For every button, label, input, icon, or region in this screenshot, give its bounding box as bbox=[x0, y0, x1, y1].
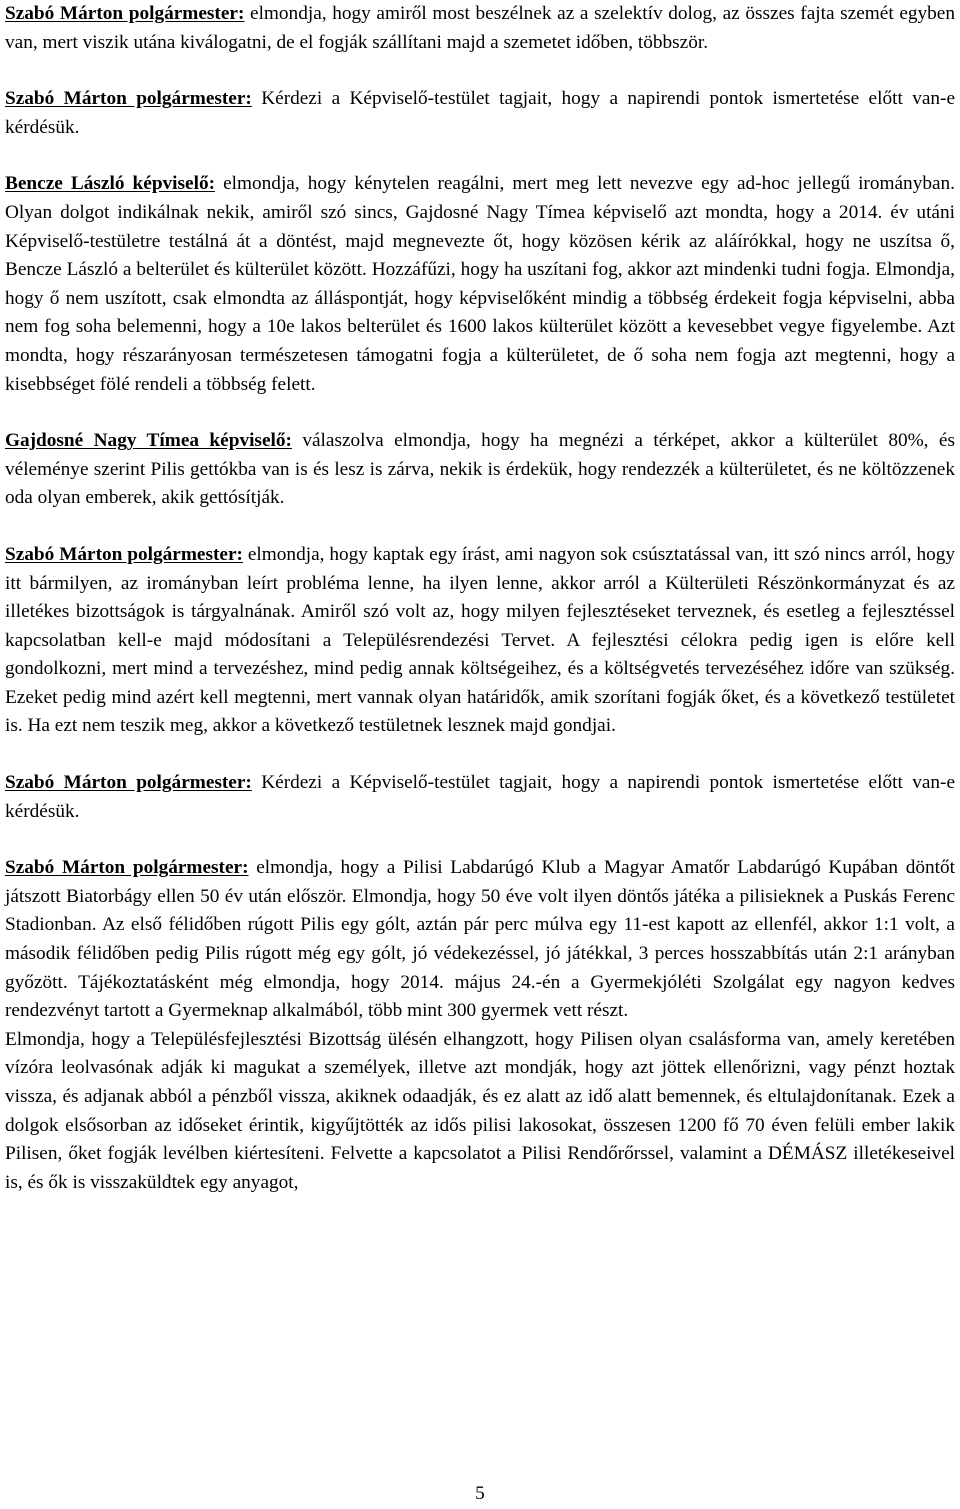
paragraph-text: Kérdezi a Képviselő-testület tagjait, hogy a napirendi pontok ismertetése előtt van-e kérdésük. bbox=[5, 88, 956, 138]
speaker-label: Szabó Márton polgármester: bbox=[5, 772, 252, 794]
speaker-label: Bencze László képviselő: bbox=[5, 173, 216, 195]
speaker-label: Szabó Márton polgármester: bbox=[5, 3, 245, 24]
paragraph-mayor-question-1 bbox=[5, 85, 955, 142]
speaker-label: Szabó Márton polgármester: bbox=[5, 857, 249, 879]
paragraph-text: Kérdezi a Képviselő-testület tagjait, hogy a napirendi pontok ismertetése előtt van-e kérdésük. bbox=[5, 772, 956, 822]
paragraph-mayor-selective-waste bbox=[5, 0, 955, 57]
paragraph-fraud-warning: Elmondja, hogy a Településfejlesztési Bizottság ülésén elhangzott, hogy Pilisen olyan csalásforma van, amely keretében vízóra leolvasónak adják ki magukat a személyek, illetve azt mondják, hogy azt jöttek ellenőrizni, vagy pénzt hoztak vissza, és adjanak abból a pénzből vissza, akiknek odaadják, és ez alatt az idő alatt bemennek, és eltulajdonítanak. Ezek a dolgok elsősorban az időseket érintik, kigyűjtötték az idős pilisi lakosokat, összesen 1200 fő 70 éven felüli ember lakik Pilisen, őket fogják levélben kiértesíteni. Felvette a kapcsolatot a Pilisi Rendőrőrssel, valamint a DÉMÁSZ illetékeseivel is, és ők is visszaküldtek egy anyagot, bbox=[5, 1028, 955, 1193]
speaker-label: Szabó Márton polgármester: bbox=[5, 88, 252, 110]
paragraph-text: elmondja, hogy a Pilisi Labdarúgó Klub a Magyar Amatőr Labdarúgó Kupában döntőt játszott Biatorbágy ellen 50 év után először. Elmondja, hogy 50 éve volt ilyen döntős játéka a pilisieknek a Puskás Ferenc Stadionban. Az első félidőben rúgott Pilis egy gólt, aztán pár perc múlva egy 11-est kapott az ellenfél, akkor 1:1 volt, a második félidőben pedig Pilis rúgott még egy gólt, jó védekezéssel, jó játékkal, 3 perces hosszabbítás után 2:1 arányban győzött. Tájékoztatásként még elmondja, hogy 2014. május 24.-én a Gyermekjóléti Szolgálat egy nagyon kedves rendezvényt tartott a Gyermeknap alkalmából, több mint 300 gyermek vett részt. bbox=[5, 857, 955, 1022]
paragraph-text: elmondja, hogy kaptak egy írást, ami nagyon sok csúsztatással van, itt szó nincs arról, hogy itt bármilyen, az irományban leírt probléma lenne, ha ilyen lenne, akkor arról a Külterületi Részönkormányzat és az illetékes bizottságok is tárgyalnának. Amiről szó volt az, hogy milyen fejlesztéseket terveznek, és esetleg a fejlesztéssel kapcsolatban kell-e majd módosítani a Településrendezési Tervet. A fejlesztési célokra pedig igen is előre kell gondolkozni, mert mind a tervezéshez, mind pedig annak költségeihez, és a költségvetés tervezéséhez időre van szükség. Ezeket pedig mind azért kell megtenni, mert vannak olyan határidők, amik szorítani fogják őket, és a következő testületet is. Ha ezt nem teszik meg, akkor a következő testületnek lesznek majd gondjai. bbox=[5, 543, 956, 737]
speaker-label: Gajdosné Nagy Tímea képviselő: bbox=[5, 430, 292, 452]
paragraph-text: elmondja, hogy amiről most beszélnek az a szelektív dolog, az összes fajta szemét egyben van, mert viszik utána kiválogatni, de el fogják szállítani majd a szemetet időben, többször. bbox=[5, 3, 955, 53]
speaker-label: Szabó Márton polgármester: bbox=[5, 543, 243, 565]
document-page bbox=[5, 0, 955, 1197]
paragraph-text: válaszolva elmondja, hogy ha megnézi a térképet, akkor a külterület 80%, és véleménye szerint Pilis gettókba van is és lesz is zárva, nekik is érdekük, hogy rendezzék a külterületet, és ne költözzenek oda olyan emberek, akik gettósítják. bbox=[5, 430, 955, 509]
page-number: 5 bbox=[475, 1483, 485, 1504]
paragraph-mayor-development bbox=[5, 541, 955, 741]
paragraph-gajdosne-response bbox=[5, 427, 955, 513]
paragraph-mayor-football bbox=[5, 854, 955, 1026]
paragraph-mayor-question-2 bbox=[5, 769, 955, 826]
paragraph-text: elmondja, hogy kénytelen reagálni, mert meg lett nevezve egy ad-hoc jellegű irományban. Olyan dolgot indikálnak nekik, amiről szó sincs, Gajdosné Nagy Tímea képviselő azt mondta, hogy a 2014. év utáni Képviselő-testületre testálná át a döntést, majd megnevezte őt, hogy közösen kérik az aláírókkal, hogy ne uszítsa ő, Bencze László a belterület és külterület között. Hozzáfűzi, hogy ha uszítani fog, akkor azt mindenki tudni fogja. Elmondja, hogy ő nem uszított, csak elmondta az álláspontját, hogy képviselőként mindig a többség érdekeit fogja képviselni, abba nem fog soha belemenni, hogy a 10e lakos belterület és 1600 lakos külterület között a kevesebbet vegye figyelembe. Azt mondta, hogy részarányosan természetesen támogatni fogja a külterületet, de ő soha nem fogja azt megtenni, hogy a kisebbséget fölé rendeli a többség felett. bbox=[5, 173, 955, 395]
paragraph-bencze-response bbox=[5, 170, 955, 399]
